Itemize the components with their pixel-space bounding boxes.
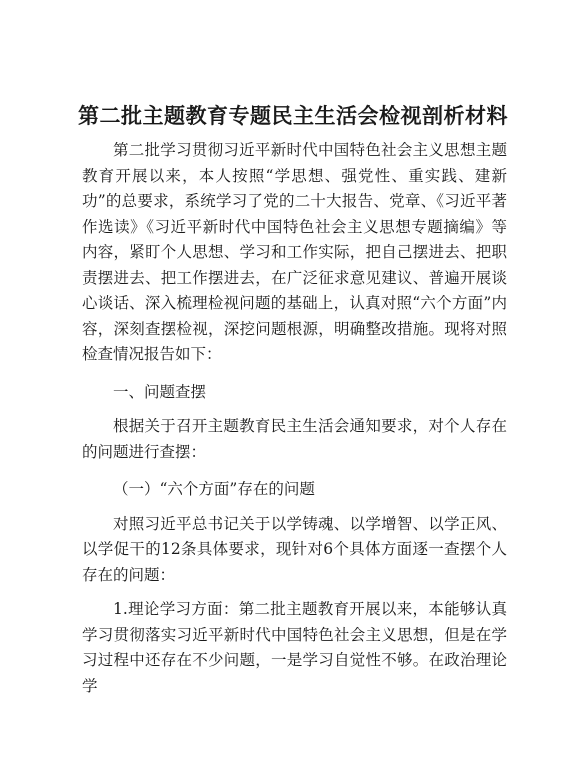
subsection-heading-six-aspects: （一）“六个方面”存在的问题	[113, 480, 315, 498]
document-title: 第二批主题教育专题民主生活会检视剖析材料	[78, 104, 508, 128]
requirements-paragraph: 对照习近平总书记关于以学铸魂、以学增智、以学正风、以学促干的12条具体要求，现针对6个具体方面逐一查摆个人存在的问题：	[82, 514, 507, 584]
section-heading-problems: 一、问题查摆	[113, 382, 207, 401]
document-body	[82, 138, 507, 699]
theory-study-paragraph: 1.理论学习方面：第二批主题教育开展以来，本能够认真学习贯彻落实习近平新时代中国特色社会主义思想，但是在学习过程中还存在不少问题，一是学习自觉性不够。在政治理论学	[82, 600, 507, 695]
intro-paragraph: 第二批学习贯彻习近平新时代中国特色社会主义思想主题教育开展以来，本人按照“学思想、强党性、重实践、建新功”的总要求，系统学习了党的二十大报告、党章、《习近平著作选读》《习近平新时代中国特色社会主义思想专题摘编》等内容，紧盯个人思想、学习和工作实际，把自己摆进去、把职责摆进去、把工作摆进去，在广泛征求意见建议、普遍开展谈心谈话、深入梳理检视问题的基础上，认真对照“六个方面”内容，深刻查摆检视，深挖问题根源，明确整改措施。现将对照检查情况报告如下：	[82, 141, 507, 363]
notice-paragraph: 根据关于召开主题教育民主生活会通知要求，对个人存在的问题进行查摆：	[82, 417, 507, 461]
